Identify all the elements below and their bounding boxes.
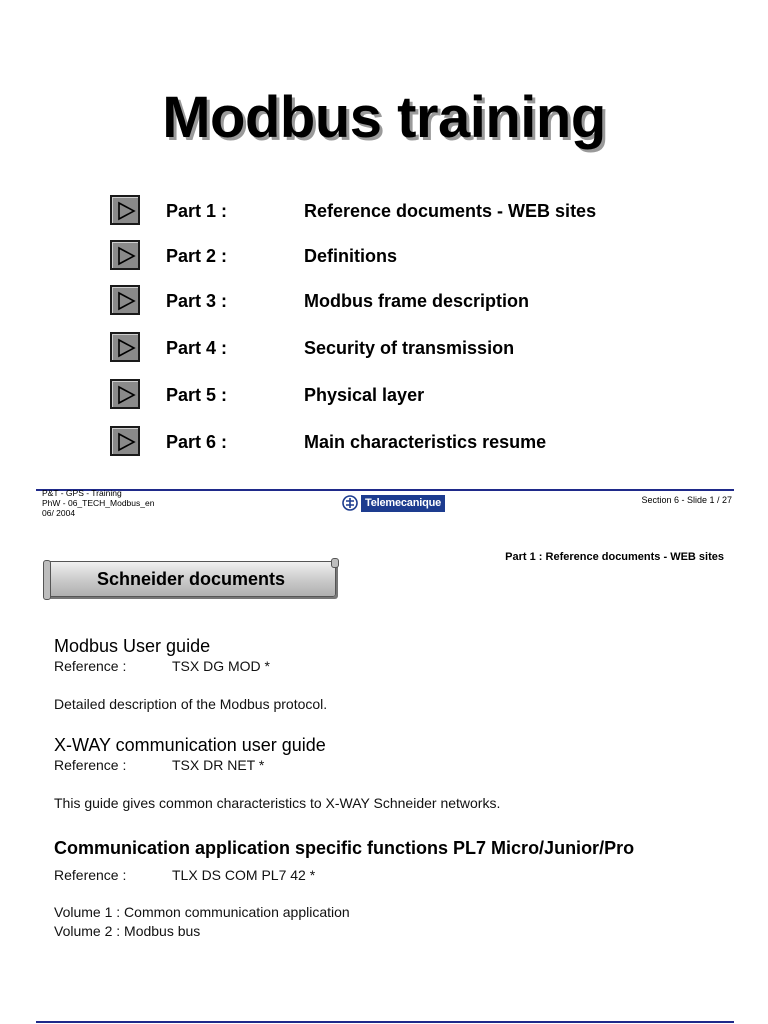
part-row [110,285,730,317]
play-button[interactable] [110,285,140,315]
reference-value: TSX DR NET * [172,757,265,773]
document-title: Communication application specific functions PL7 Micro/Junior/Pro [54,838,635,858]
brand-icon [342,495,358,511]
part-row [110,426,730,458]
play-button[interactable] [110,195,140,225]
section-heading: Part 1 : Reference documents - WEB sites [505,551,724,563]
play-button[interactable] [110,379,140,409]
footer-rule [36,1021,734,1023]
play-button[interactable] [110,332,140,362]
play-button[interactable] [110,240,140,270]
telemecanique-logo [342,494,445,512]
play-icon [115,337,137,359]
part-text[interactable]: Modbus frame description [304,291,530,311]
document-description: This guide gives common characteristics to X-WAY Schneider networks. [54,795,501,811]
part-text[interactable]: Definitions [304,246,397,266]
slide-number: Section 6 - Slide 1 / 27 [641,495,732,505]
part-label: Part 5 : [166,385,228,405]
footer-line-1: P&T - GPS - Training [42,488,122,498]
reference-label: Reference : [54,867,127,883]
banner-title: Schneider documents [96,569,286,589]
part-label: Part 3 : [166,291,228,311]
part-label: Part 4 : [166,338,228,358]
scroll-curl-icon [331,558,339,568]
play-button[interactable] [110,426,140,456]
reference-value: TSX DG MOD * [172,658,271,674]
reference-label: Reference : [54,658,127,674]
document-description: Volume 2 : Modbus bus [54,923,201,939]
part-label: Part 2 : [166,246,228,266]
play-icon [115,384,137,406]
brand-name: Telemecanique [361,495,445,512]
footer-line-2: PhW - 06_TECH_Modbus_en [42,498,155,508]
part-row [110,332,730,364]
part-row [110,240,730,272]
play-icon [115,245,137,267]
part-label: Part 6 : [166,432,228,452]
reference-label: Reference : [54,757,127,773]
part-text[interactable]: Main characteristics resume [304,432,547,452]
footer-line-3: 06/ 2004 [42,508,76,518]
part-text[interactable]: Physical layer [304,385,425,405]
part-label: Part 1 : [166,201,228,221]
part-text[interactable]: Security of transmission [304,338,515,358]
footer-info [42,488,154,518]
scroll-curl-icon [43,560,51,600]
banner [46,561,336,597]
document-description: Volume 1 : Common communication application [54,904,350,920]
document-description: Detailed description of the Modbus protocol. [54,696,328,712]
play-icon [115,290,137,312]
play-icon [115,200,137,222]
document-title: Modbus User guide [54,636,211,656]
document-title: X-WAY communication user guide [54,735,326,755]
reference-value: TLX DS COM PL7 42 * [172,867,316,883]
part-row [110,195,730,227]
slide-title: Modbus training [162,85,606,150]
play-icon [115,431,137,453]
part-text[interactable]: Reference documents - WEB sites [304,201,597,221]
part-row [110,379,730,411]
